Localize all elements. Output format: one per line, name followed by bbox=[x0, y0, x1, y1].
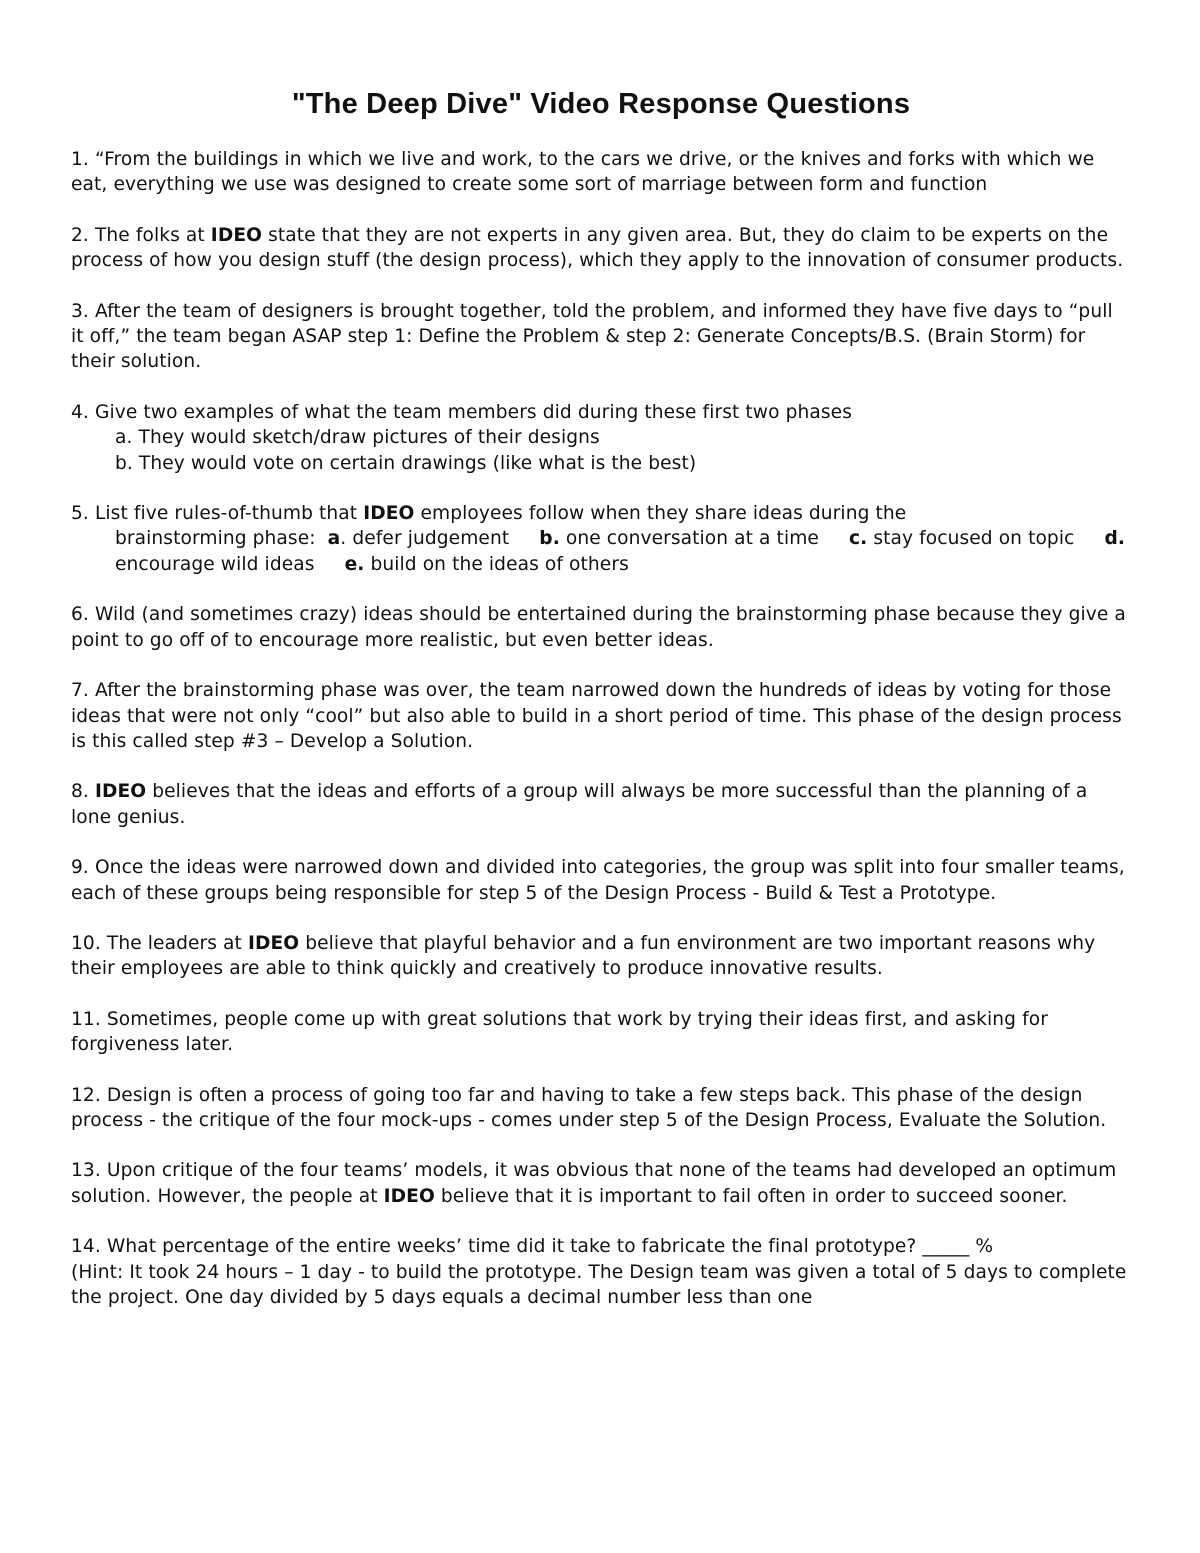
ideo-name: IDEO bbox=[94, 781, 147, 803]
question-13 bbox=[71, 1158, 1131, 1209]
question-5 bbox=[71, 501, 1131, 577]
answer-4b: b. They would vote on certain drawings (like what is the best) bbox=[115, 452, 697, 474]
page-title: "The Deep Dive" Video Response Questions bbox=[291, 88, 911, 120]
question-4-prompt: 4. Give two examples of what the team members did during these first two phases bbox=[71, 401, 852, 423]
question-12: 12. Design is often a process of going too far and having to take a few steps back. This phase of the design process - the critique of the four mock-ups - comes under step 5 of the Design Process, Evaluate the Solution. bbox=[71, 1084, 1107, 1131]
rule-d-letter: d. bbox=[1104, 528, 1126, 550]
question-8 bbox=[71, 779, 1131, 830]
question-14-hint: (Hint: It took 24 hours – 1 day - to build the prototype. The Design team was given a total of 5 days to complete the project. One day divided by 5 days equals a decimal number less than one bbox=[71, 1261, 1127, 1308]
rules-intro: brainstorming phase: bbox=[115, 528, 328, 550]
question-10-text-end: believe that playful behavior and a fun environment are two important reasons why their employees are able to think quickly and creatively to produce innovative results. bbox=[71, 932, 1096, 980]
question-1: 1. “From the buildings in which we live and work, to the cars we drive, or the knives and forks with which we eat, everything we use was designed to create some sort of marriage between form and function bbox=[71, 149, 1095, 196]
rule-e-text: build on the ideas of others bbox=[364, 553, 629, 575]
rule-a-text: . defer judgement bbox=[340, 528, 540, 550]
question-10 bbox=[71, 931, 1131, 982]
ideo-name: IDEO bbox=[383, 1185, 435, 1207]
question-2-text-start: 2. The folks at bbox=[71, 224, 211, 246]
question-8-number: 8. bbox=[71, 781, 95, 803]
answer-4a: a. They would sketch/draw pictures of their designs bbox=[115, 427, 600, 449]
rule-b-letter: b. bbox=[539, 528, 560, 550]
question-3: 3. After the team of designers is brought together, told the problem, and informed they have five days to “pull it off,” the team began ASAP step 1: Define the Problem & step 2: Generate Concepts/B.S. (Brain Storm) for their solution. bbox=[71, 300, 1113, 373]
rule-d-text: encourage wild ideas bbox=[115, 528, 1132, 575]
question-11: 11. Sometimes, people come up with great solutions that work by trying their ideas first, and asking for forgiveness later. bbox=[71, 1008, 1048, 1056]
question-4 bbox=[71, 400, 1131, 476]
rule-a-letter: a bbox=[327, 528, 341, 550]
question-5-prompt bbox=[71, 501, 1131, 526]
question-5-rules bbox=[71, 526, 1131, 577]
rule-b-text: one conversation at a time bbox=[559, 528, 850, 550]
rule-c-letter: c. bbox=[849, 528, 868, 550]
question-13-text-start: 13. Upon critique of the four teams’ models, it was obvious that none of the teams had developed an optimum solution. However, the people at bbox=[71, 1160, 1117, 1207]
question-2 bbox=[71, 223, 1131, 274]
ideo-name: IDEO bbox=[247, 932, 300, 954]
ideo-name: IDEO bbox=[363, 503, 415, 525]
rule-e-letter: e. bbox=[344, 553, 365, 575]
question-14-prompt: 14. What percentage of the entire weeks’ time did it take to fabricate the final prototype? _____ % bbox=[71, 1236, 994, 1258]
question-7: 7. After the brainstorming phase was over, the team narrowed down the hundreds of ideas by voting for those ideas that were not only “cool” but also able to build in a short period of time. This phase of the design process is this called step #3 – Develop a Solution. bbox=[71, 680, 1122, 752]
question-5-text-end: employees follow when they share ideas during the bbox=[414, 503, 907, 525]
question-5-text-start: 5. List five rules-of-thumb that bbox=[71, 503, 364, 525]
question-6: 6. Wild (and sometimes crazy) ideas should be entertained during the brainstorming phase because they give a point to go off of to encourage more realistic, but even better ideas. bbox=[71, 604, 1126, 651]
question-2-text-end: state that they are not experts in any given area. But, they do claim to be experts on the process of how you design stuff (the design process), which they apply to the innovation of consumer products. bbox=[71, 224, 1124, 272]
question-14 bbox=[71, 1234, 1131, 1310]
question-8-text: believes that the ideas and efforts of a group will always be more successful than the planning of a lone genius. bbox=[71, 781, 1088, 828]
ideo-name: IDEO bbox=[210, 224, 263, 246]
rule-c-text: stay focused on topic bbox=[867, 528, 1105, 550]
worksheet-page bbox=[71, 88, 1131, 1310]
question-13-text-end: believe that it is important to fail often in order to succeed sooner. bbox=[434, 1185, 1068, 1207]
question-10-text-start: 10. The leaders at bbox=[71, 932, 248, 954]
question-9: 9. Once the ideas were narrowed down and divided into categories, the group was split into four smaller teams, each of these groups being responsible for step 5 of the Design Process - Build & Test a Prototype. bbox=[71, 857, 1125, 904]
